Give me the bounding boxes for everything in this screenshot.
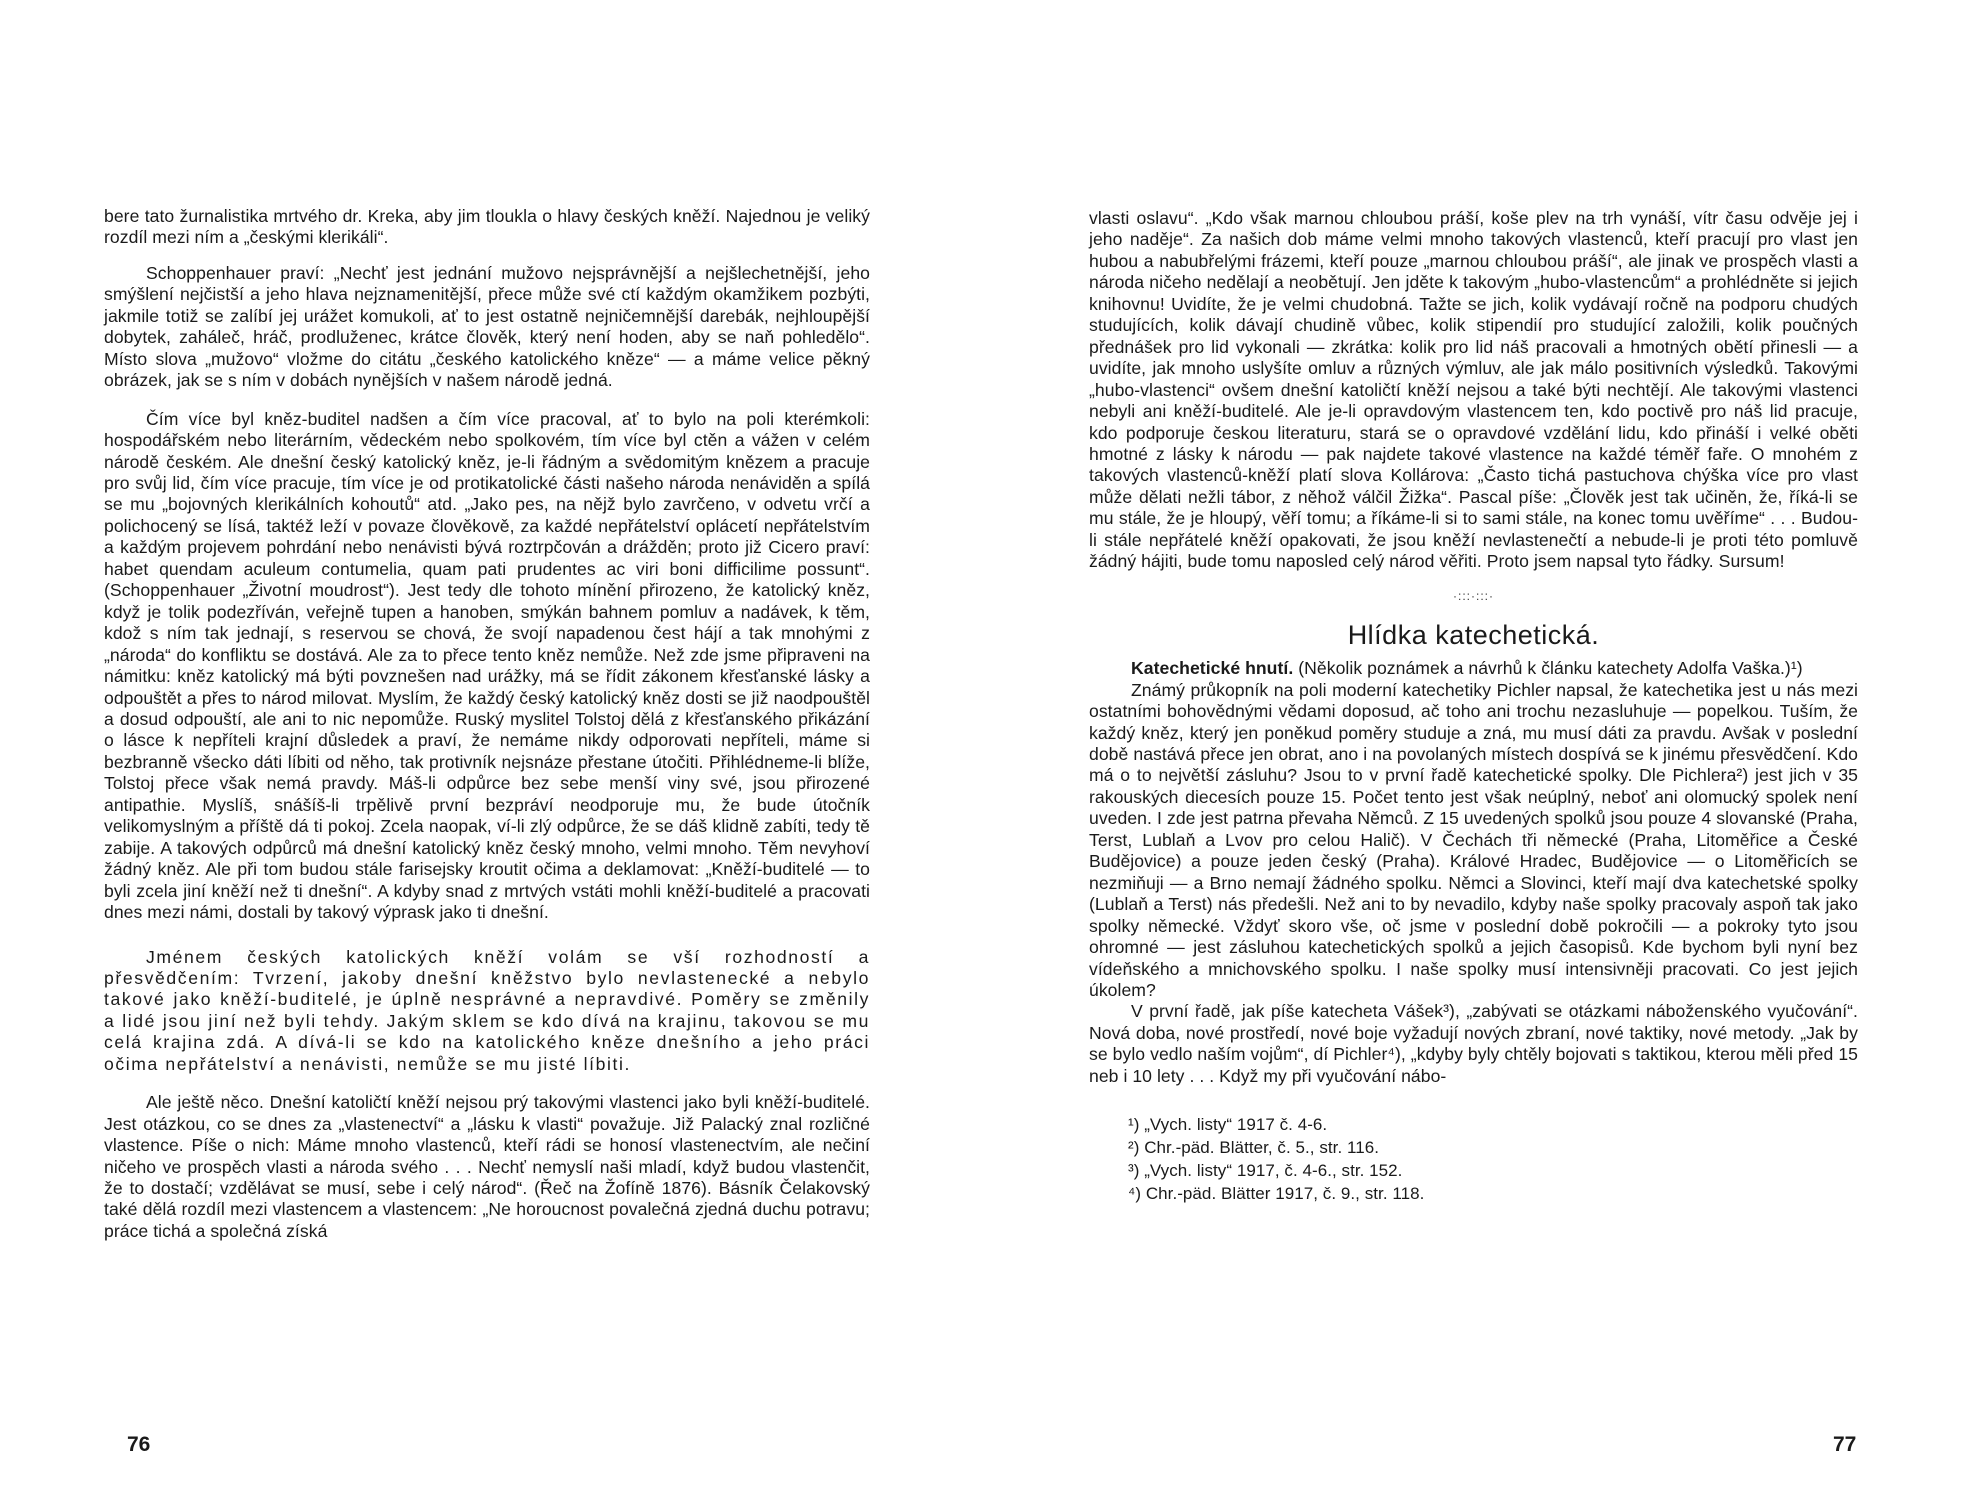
paragraph: V první řadě, jak píše katecheta Vášek³), „zabývati se otázkami náboženského vyučování“. Nová doba, nové prostředí, nové boje vyžadují nových zbraní, nové taktiky, nové metody. „Jak by se bylo vedlo naším vojům“, dí Pichler⁴), „kdyby byly chtěly bojovati s taktikou, kterou měli před 15 neb i 10 lety . . . Když my při vyučování nábo- [1089, 1001, 1858, 1086]
paragraph: Známý průkopník na poli moderní katechetiky Pichler napsal, že katechetika jest u nás mezi ostatními bohovědnými vědami doposud, ač toho ani trochu nezasluhuje — popelkou. Tuším, že každý kněz, který jen poněkud poměry studuje a zná, mu musí dáti za pravdu. Avšak v poslední době nastává přece jen obrat, ano i na povolaných místech dospívá se k jinému přesvědčení. Kdo má o to největší zásluhu? Jsou to v první řadě katechetické spolky. Dle Pichlera²) jest jich v 35 rakouských diecesích pouze 15. Počet tento jest však neúplný, neboť ani olomucký spolek není uveden. I zde jest patrna převaha Němců. Z 15 uvedených spolků jsou pouze 4 slovanské (Praha, Terst, Lublaň a Lvov pro celou Halič). V Čechách tři německé (Praha, Litoměřice a České Budějovice) a pouze jeden český (Praha). Králové Hradec, Budějovice — o Litoměřicích se nezmiňuji — a Brno nemají žádného spolku. Němci a Slovinci, kteří mají dva katechetské spolky (Lublaň a Terst) nás předešli. Než ani to by nevadilo, kdyby naše spolky pracovaly aspoň tak jako spolky německé. Vždyť skoro vše, oč jsme v poslední době pokročili — a pokroky tyto jsou ohromné — jest zásluhou katechetických spolků a jejich časopisů. Kde bychom byli nyní bez vídeňského a mnichovského spolku. I naše spolky musí intensivněji pracovati. Co jest jejich úkolem? [1089, 679, 1858, 1000]
paragraph: Čím více byl kněz-buditel nadšen a čím více pracoval, ať to bylo na poli kterémkoli: hospodářském nebo literárním, vědeckém nebo spolkovém, tím více byl ctěn a vážen v celém národě českém. Ale dnešní český katolický kněz, je-li řádným a svědomitým knězem a pracuje pro svůj lid, čím více pracuje, tím více je od protikatolické části našeho národa nenáviděn a spílá se mu „bojovných klerikálních kohoutů“ atd. „Jako pes, na nějž bylo zavrčeno, v odvetu vrčí a polichocený se lísá, taktéž leží v povaze člověkově, za každé nepřátelství oplácetí nepřátelstvím a každým projevem pohrdání nebo nenávisti bývá roztrpčován a drážděn; proto již Cicero praví: habet quendam aculeum contumelia, quam pati prudentes ac viri boni difficilime possunt“. (Schoppenhauer „Životní moudrost“). Jest tedy dle tohoto mínění přirozeno, že katolický kněz, když je tolik podezříván, veřejně tupen a hanoben, smýkán bahnem pomluv a nadávek, k těm, kdož s ním tak jednají, s reservou se chová, že svojí napadenou čest hájí a tak mnohými z „národa“ do konfliktu se dostává. Ale za to přece tento kněz nemůže. Než zde jsme připraveni na námitku: kněz katolický má býti povznešen nad urážky, má se řídit zákonem křesťanské lásky a odpouštět a přes to národ milovat. Myslím, že každý český katolický kněz dosti se již naodpouštěl a dosud odpouští, ale ani to nic nepomůže. Ruský myslitel Tolstoj dělá z křesťanského přikázání o lásce k nepříteli krajní důsledek a praví, že nemáme nikdy odporovati nepříteli, máme si bezbranně všecko dáti líbiti od něho, tak protivník nejsnáze přestane útočiti. Přihlédneme-li blíže, Tolstoj přece však nemá pravdy. Máš-li odpůrce bez sebe menší viny své, jsou přirozené antipathie. Myslíš, snášíš-li trpělivě první bezpráví neodporuje mu, že bude útočník velikomyslným a příště dá ti pokoj. Zcela naopak, ví-li zlý odpůrce, že se dáš klidně zabíti, tedy tě zabije. A takových odpůrců má dnešní katolický kněz český mnoho, velmi mnoho. Těm nevyhoví žádný kněz. Ale při tom budou stále farisejsky kroutit očima a deklamovat: „Kněží-buditelé — to byli zcela jiní kněží než ti dnešní“. A kdyby snad z mrtvých vstáti mohli kněží-buditelé a pracovati dnes mezi námi, dostali by takový výprask jako ti dnešní. [104, 408, 870, 923]
paragraph: Ale ještě něco. Dnešní katoličtí kněží nejsou prý takovými vlastenci jako byli kněží-buditelé. Jest otázkou, co se dnes za „vlastenectví“ a „lásku k vlasti“ považuje. Již Palacký znal rozličné vlastence. Píše o nich: Máme mnoho vlastenců, kteří rádi se honosí vlastenectvím, ale nečiní ničeho ve prospěch vlasti a národa svého . . . Nechť nemyslí naši mladí, když budou vlastenčit, že to dostačí; vzdělávat se musí, sebe i celý národ“. (Řeč na Žofíně 1876). Básník Čelakovský také dělá rozdíl mezi vlastencem a vlastencem: „Ne horoucnost povalečná zjedná duchu potravu; práce tichá a společná získá [104, 1092, 870, 1241]
footnote: ³) „Vych. listy“ 1917, č. 4-6., str. 152. [1128, 1161, 1403, 1181]
paragraph: bere tato žurnalistika mrtvého dr. Kreka, aby jim tloukla o hlavy českých kněží. Najednou je veliký rozdíl mezi ním a „českými klerikáli“. [104, 206, 870, 248]
subheading-note: (Několik poznámek a návrhů k článku katechety Adolfa Vaška.)¹) [1293, 658, 1803, 679]
right-page [993, 0, 1986, 1501]
ornament-divider: ·:::·:::· [1453, 588, 1494, 603]
footnote: ¹) „Vych. listy“ 1917 č. 4-6. [1128, 1115, 1328, 1135]
page-number: 77 [1833, 1433, 1857, 1456]
section-title: Hlídka katechetická. [1347, 620, 1600, 651]
subheading-paragraph [1089, 658, 1858, 679]
footnotes [1089, 1113, 1858, 1205]
right-text-column [1089, 208, 1858, 1205]
subheading: Katechetické hnutí. [1131, 658, 1294, 679]
paragraph: Jménem českých katolických kněží volám se vší rozhodností a přesvědčením: Tvrzení, jakoby dnešní kněžstvo bylo nevlastenecké a nebylo takové jako kněží-buditelé, je úplně nesprávné a nepravdivé. Poměry se změnily a lidé jsou jiní než byli tehdy. Jakým sklem se kdo dívá na krajinu, takovou se mu celá krajina zdá. A dívá-li se kdo na katolického kněze dnešního a jeho práci očima nepřátelství a nenávisti, nemůže se mu jisté líbiti. [104, 946, 870, 1074]
footnote: ⁴) Chr.-päd. Blätter 1917, č. 9., str. 118. [1128, 1184, 1425, 1204]
left-text-column [104, 206, 870, 1242]
paragraph: Schoppenhauer praví: „Nechť jest jednání mužovo nejsprávnější a nejšlechetnější, jeho smýšlení nejčistší a jeho hlava nejznamenitější, přece může své ctí každým okamžikem pozbýti, jakmile totiž se zalíbí jej urážet komukoli, ať to jest ostatně nejničemnější darebák, nejhloupější dobytek, zaháleč, hráč, prodluženec, krátce člověk, který není hoden, aby se naň pohledělo“. Místo slova „mužovo“ vložme do citátu „českého katolického kněze“ — a máme velice pěkný obrázek, jak se s ním v dobách nynějších v našem národě jedná. [104, 262, 870, 391]
footnote: ²) Chr.-päd. Blätter, č. 5., str. 116. [1128, 1138, 1380, 1158]
page-number: 76 [127, 1433, 151, 1456]
paragraph: vlasti oslavu“. „Kdo však marnou chloubou práší, koše plev na trh vynáší, vítr času odvěje jej i jeho naděje“. Za našich dob máme velmi mnoho takových vlastenců, kteří pracují pro vlast jen hubou a nabubřelými frázemi, kteří pouze „marnou chloubou práší“, ale jinak ve prospěch vlasti a národa ničeho nedělají a neobětují. Jen jděte k takovým „hubo-vlastencům“ a prohlédněte si jejich knihovnu! Uvidíte, že je velmi chudobná. Tažte se jich, kolik vydávají ročně na podporu chudých studujících, kolik dávají chudině vůbec, kolik stipendií pro studující založili, kolik poučných přednášek pro lid vykonali — zkrátka: kolik pro lid náš pracovali a hmotných obětí přinesli — a uvidíte, jak mnoho uslyšíte omluv a různých výmluv, ale jak málo positivních výsledků. Takovými „hubo-vlastenci“ ovšem dnešní katoličtí kněží nejsou a také býti nechtějí. Ale takovými vlastenci nebyli ani kněží-buditelé. Ale je-li opravdovým vlastencem ten, kdo poctivě pro náš lid pracuje, kdo podporuje českou literaturu, stará se o opravdové vzdělání lidu, kdo přináší i velké oběti hmotné z lásky k národu — pak najdete takové vlastence na každé téměř faře. O mnohém z takových vlastenců-kněží platí slova Kollárova: „Často tichá pastuchova chýška více pro vlast může dělati nežli tábor, z něhož válčil Žižka“. Pascal píše: „Člověk jest tak učiněn, že, říká-li se mu stále, že je hloupý, věří tomu; a říkáme-li si to sami stále, na konec tomu uvěříme“ . . . Budou-li stále nepřátelé kněží opakovati, že jsou kněží nevlastenečtí a nebude-li je proti této pomluvě žádný hájiti, bude tomu naposled celý národ věřiti. Proto jsem napsal tyto řádky. Sursum! [1089, 208, 1858, 572]
